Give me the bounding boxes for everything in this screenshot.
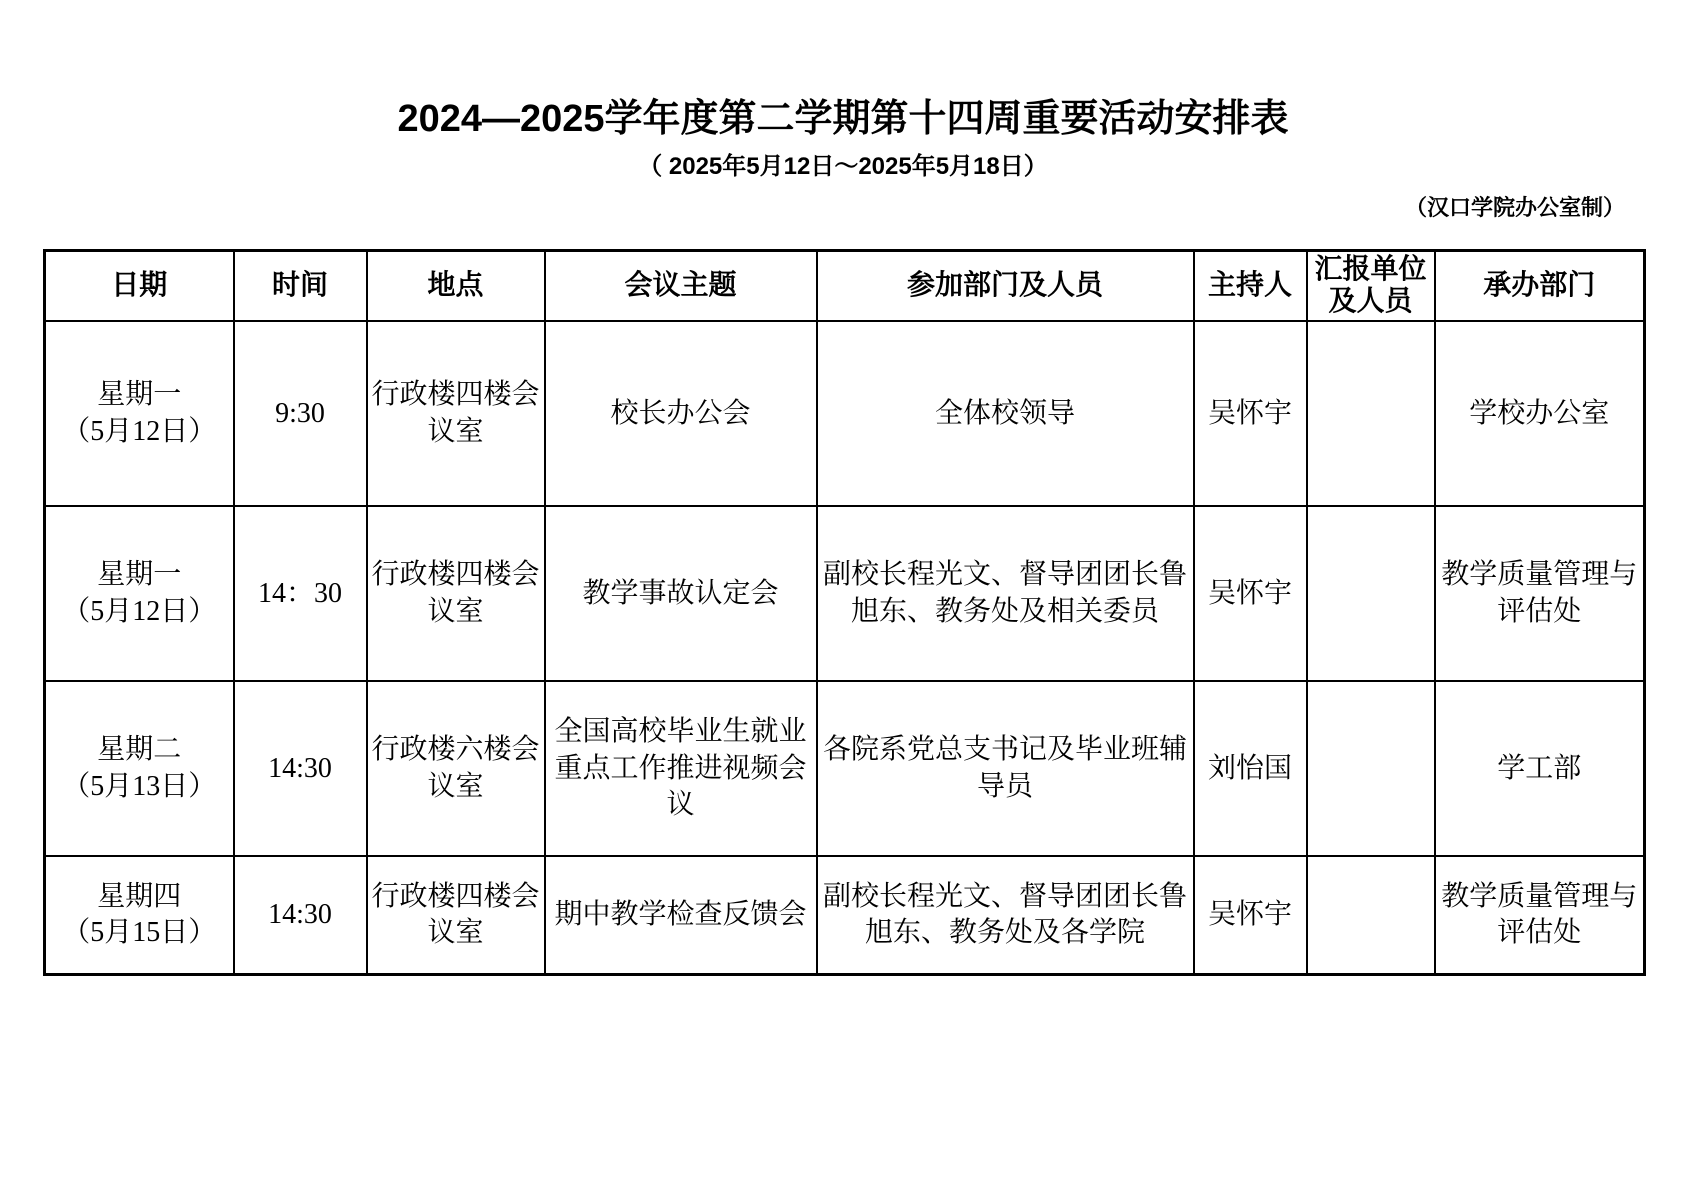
topic-cell: 校长办公会: [545, 321, 817, 506]
table-header: [45, 251, 1645, 322]
date-cell: [45, 321, 234, 506]
issuer-label: （汉口学院办公室制）: [1404, 194, 1625, 220]
date-cell: [45, 506, 234, 681]
col-header-place: 地点: [367, 251, 545, 322]
organizer-cell: 学校办公室: [1435, 321, 1645, 506]
col-header-organizer: 承办部门: [1435, 251, 1645, 322]
date-line: （5月15日）: [62, 917, 217, 949]
schedule-table: [43, 249, 1646, 976]
topic-cell: 全国高校毕业生就业重点工作推进视频会议: [545, 681, 817, 856]
time-cell: 14:30: [234, 681, 367, 856]
place-cell: 行政楼六楼会议室: [367, 681, 545, 856]
date-cell: [45, 856, 234, 974]
host-cell: 吴怀宇: [1194, 856, 1307, 974]
table-row: [45, 506, 1645, 681]
time-cell: 14：30: [234, 506, 367, 681]
col-header-topic: 会议主题: [545, 251, 817, 322]
date-line: 星期一: [97, 379, 182, 411]
col-header-participants: 参加部门及人员: [817, 251, 1194, 322]
date-line: （5月13日）: [62, 770, 217, 802]
date-line: （5月12日）: [62, 595, 217, 627]
participants-cell: 副校长程光文、督导团团长鲁旭东、教务处及各学院: [817, 856, 1194, 974]
reporter-cell: [1307, 681, 1435, 856]
organizer-cell: 学工部: [1435, 681, 1645, 856]
date-cell: [45, 681, 234, 856]
col-header-time: 时间: [234, 251, 367, 322]
time-cell: 9:30: [234, 321, 367, 506]
host-cell: 吴怀宇: [1194, 321, 1307, 506]
col-header-date: 日期: [45, 251, 234, 322]
page-title: 2024—2025学年度第二学期第十四周重要活动安排表: [397, 98, 1289, 140]
participants-cell: 副校长程光文、督导团团长鲁旭东、教务处及相关委员: [817, 506, 1194, 681]
participants-cell: 全体校领导: [817, 321, 1194, 506]
table-row: [45, 321, 1645, 506]
date-line: 星期一: [97, 559, 182, 591]
table-row: [45, 856, 1645, 974]
topic-cell: 期中教学检查反馈会: [545, 856, 817, 974]
schedule-table-body: [45, 321, 1645, 974]
table-row: [45, 681, 1645, 856]
date-line: 星期二: [97, 734, 182, 766]
reporter-cell: [1307, 321, 1435, 506]
organizer-cell: 教学质量管理与评估处: [1435, 856, 1645, 974]
place-cell: 行政楼四楼会议室: [367, 506, 545, 681]
page-subtitle: （ 2025年5月12日～2025年5月18日）: [638, 152, 1048, 180]
col-header-reporter: 汇报单位及人员: [1307, 251, 1435, 322]
host-cell: 吴怀宇: [1194, 506, 1307, 681]
date-line: 星期四: [97, 880, 182, 912]
participants-cell: 各院系党总支书记及毕业班辅导员: [817, 681, 1194, 856]
place-cell: 行政楼四楼会议室: [367, 321, 545, 506]
organizer-cell: 教学质量管理与评估处: [1435, 506, 1645, 681]
document-page: [43, 96, 1643, 976]
header-row: [45, 251, 1645, 322]
date-line: （5月12日）: [62, 415, 217, 447]
reporter-cell: [1307, 856, 1435, 974]
host-cell: 刘怡国: [1194, 681, 1307, 856]
col-header-host: 主持人: [1194, 251, 1307, 322]
time-cell: 14:30: [234, 856, 367, 974]
reporter-cell: [1307, 506, 1435, 681]
topic-cell: 教学事故认定会: [545, 506, 817, 681]
place-cell: 行政楼四楼会议室: [367, 856, 545, 974]
